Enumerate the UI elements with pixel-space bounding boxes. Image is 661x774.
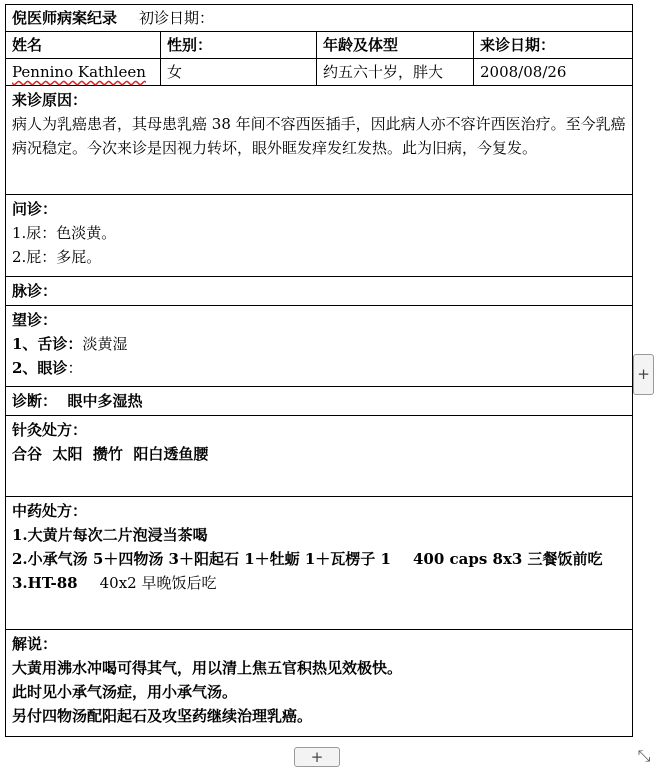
herbal-row [6, 497, 633, 630]
inquiry-label: 问诊： [12, 200, 58, 218]
patient-name-cell[interactable] [6, 59, 161, 86]
pulse-row [6, 277, 633, 306]
date-header[interactable]: 来诊日期： [474, 32, 633, 59]
explanation-row [6, 630, 633, 737]
inspection-cell[interactable] [6, 306, 633, 387]
eye-line [12, 356, 626, 380]
tongue-line [12, 332, 626, 356]
sex-header[interactable]: 性别： [161, 32, 317, 59]
herbal-line-3-dose: 40x2 早晚饭后吃 [99, 574, 217, 592]
diagnosis-value: 眼中多湿热 [67, 392, 143, 410]
title-row [6, 5, 633, 32]
name-header[interactable]: 姓名 [6, 32, 161, 59]
inquiry-row [6, 195, 633, 277]
explanation-cell[interactable] [6, 630, 633, 737]
explanation-line: 此时见小承气汤症，用小承气汤。 [12, 683, 238, 701]
herbal-cell[interactable] [6, 497, 633, 630]
herbal-line-2-dose: 400 caps 8x3 三餐饭前吃 [412, 550, 603, 568]
inquiry-item: 2.屁：多屁。 [12, 248, 102, 266]
record-title: 倪医师病案纪录 [12, 9, 118, 27]
acupuncture-points: 合谷 太阳 攒竹 阳白透鱼腰 [12, 445, 209, 463]
reason-cell[interactable] [6, 86, 633, 195]
visit-date[interactable]: 2008/08/26 [474, 59, 633, 86]
first-visit-label: 初诊日期： [139, 9, 215, 27]
patient-sex[interactable]: 女 [161, 59, 317, 86]
add-column-button[interactable]: + [633, 354, 654, 395]
inquiry-cell[interactable] [6, 195, 633, 277]
medical-record-document [5, 4, 632, 737]
inspection-label: 望诊： [12, 311, 58, 329]
patient-age[interactable]: 约五六十岁，胖大 [317, 59, 474, 86]
reason-label: 来诊原因： [12, 91, 88, 109]
age-header[interactable]: 年龄及体型 [317, 32, 474, 59]
herbal-line-3 [12, 571, 626, 595]
diagnosis-label: 诊断： [12, 392, 58, 410]
herbal-line-3-formula: 3.HT-88 [12, 574, 78, 592]
inquiry-item: 1.尿：色淡黄。 [12, 224, 117, 242]
inspection-row [6, 306, 633, 387]
patient-name: Pennino Kathleen [12, 63, 146, 81]
herbal-label: 中药处方： [12, 502, 88, 520]
acupuncture-cell[interactable] [6, 416, 633, 497]
eye-label: 2、眼诊 [12, 359, 68, 377]
herbal-line-2 [12, 547, 626, 571]
pulse-label[interactable]: 脉诊： [6, 277, 633, 306]
add-row-button[interactable]: + [294, 747, 340, 767]
patient-header-row [6, 32, 633, 59]
reason-text: 病人为乳癌患者，其母患乳癌 38 年间不容西医插手，因此病人亦不容许西医治疗。至今乳癌病况稳定。今次来诊是因视力转坏，眼外眶发痒发红发热。此为旧病，今复发。 [12, 115, 626, 157]
explanation-line: 另付四物汤配阳起石及攻坚药继续治理乳癌。 [12, 707, 313, 725]
title-cell[interactable] [6, 5, 633, 32]
explanation-line: 大黄用沸水冲喝可得其气，用以清上焦五官积热见效极快。 [12, 659, 403, 677]
diagnosis-cell[interactable] [6, 387, 633, 416]
acupuncture-label: 针灸处方： [12, 421, 88, 439]
herbal-line-1: 1.大黄片每次二片泡浸当茶喝 [12, 526, 208, 544]
tongue-label: 1、舌诊： [12, 335, 83, 353]
reason-row [6, 86, 633, 195]
herbal-line-2-formula: 2.小承气汤 5＋四物汤 3＋阳起石 1＋牡蛎 1＋瓦楞子 1 [12, 550, 391, 568]
tongue-value: 淡黄湿 [82, 335, 128, 353]
acupuncture-row [6, 416, 633, 497]
resize-handle-icon[interactable]: ⤡ [637, 746, 651, 765]
diagnosis-row [6, 387, 633, 416]
patient-info-row [6, 59, 633, 86]
eye-value: ： [67, 359, 83, 377]
medical-record-table [5, 4, 633, 737]
explanation-label: 解说： [12, 635, 58, 653]
